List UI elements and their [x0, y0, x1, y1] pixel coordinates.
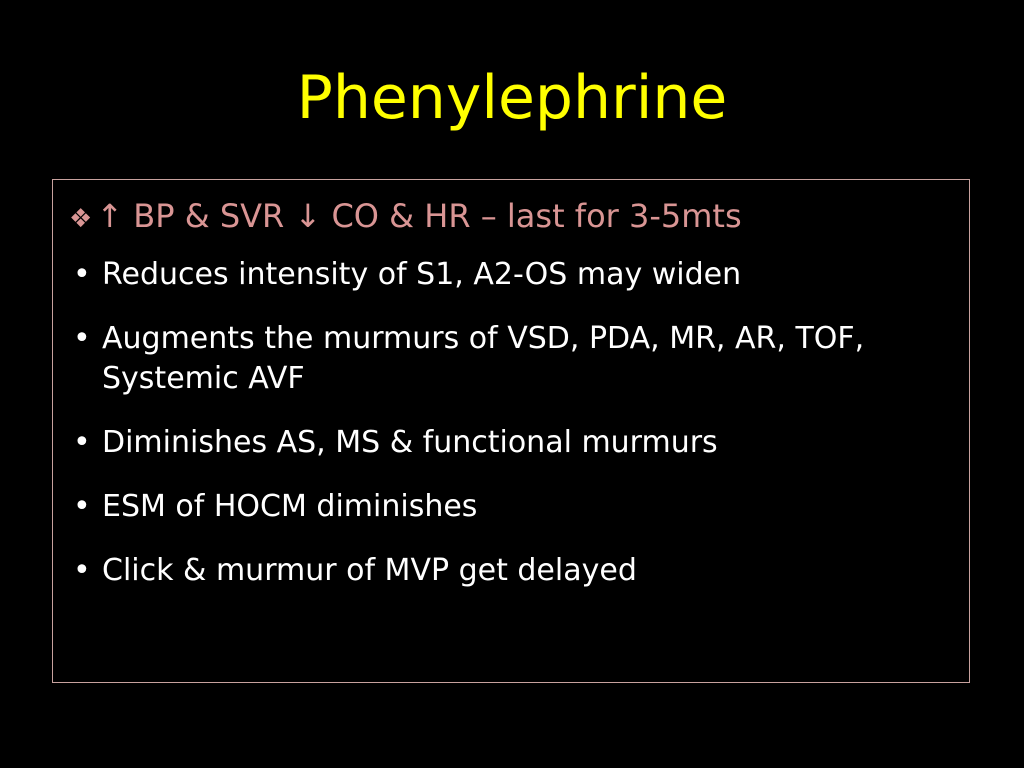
slide-title: Phenylephrine	[296, 63, 728, 133]
bullet-dot-icon: •	[73, 257, 91, 292]
diamond-bullet-icon: ❖	[69, 204, 93, 234]
bullet-text: Diminishes AS, MS & functional murmurs	[102, 425, 718, 460]
bullet-text: Augments the murmurs of VSD, PDA, MR, AR, TOF, Systemic AVF	[102, 321, 865, 396]
bullet-text: Click & murmur of MVP get delayed	[102, 553, 637, 588]
bullet-dot-icon: •	[73, 321, 91, 356]
bullet-item	[69, 255, 953, 295]
content-box	[52, 179, 970, 683]
bullet-item	[69, 423, 953, 463]
bullet-item	[69, 487, 953, 527]
bullet-list	[69, 255, 953, 591]
bullet-item	[69, 319, 953, 399]
bullet-text: Reduces intensity of S1, A2-OS may widen	[102, 257, 742, 292]
bullet-dot-icon: •	[73, 425, 91, 460]
lead-text: ↑ BP & SVR ↓ CO & HR – last for 3-5mts	[96, 197, 742, 235]
bullet-dot-icon: •	[73, 553, 91, 588]
bullet-dot-icon: •	[73, 489, 91, 524]
bullet-item	[69, 551, 953, 591]
lead-line	[69, 192, 953, 243]
bullet-text: ESM of HOCM diminishes	[102, 489, 478, 524]
